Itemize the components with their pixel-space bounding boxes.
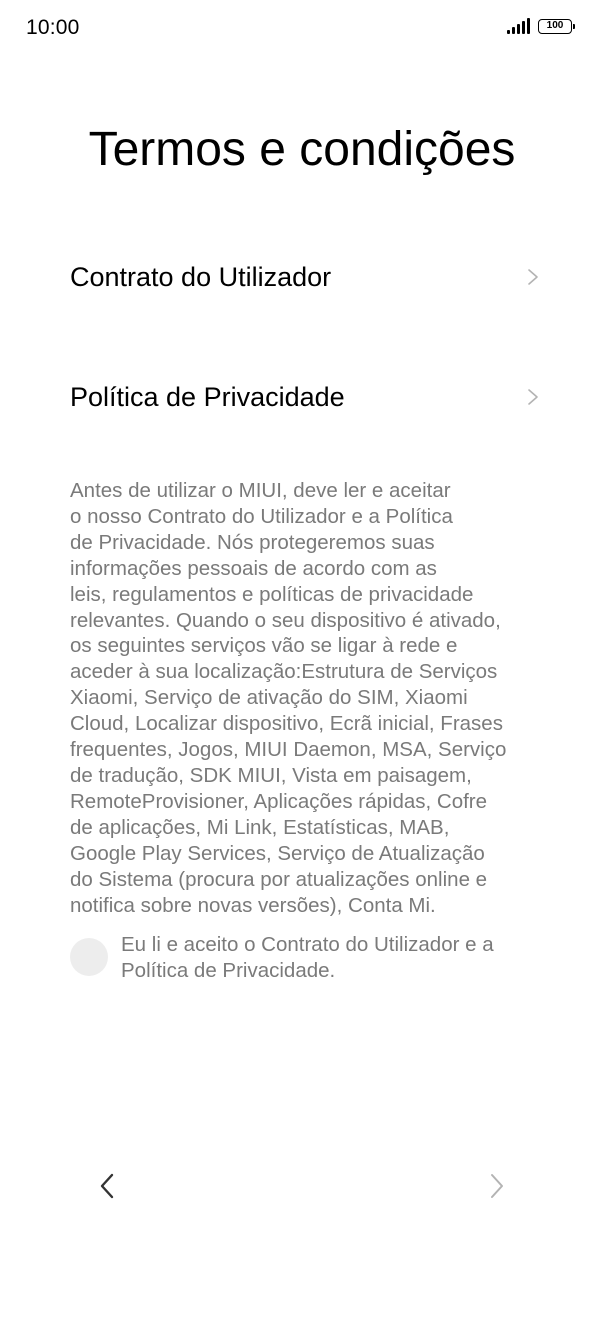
terms-description: Antes de utilizar o MIUI, deve ler e aceitar o nosso Contrato do Utilizador e a Política de Privacidade. Nós protegeremos suas informações pessoais de acordo com as leis, regulamentos e políticas de privacidade relevantes. Quando o seu dispositivo é ativado, os seguintes serviços vão se ligar à rede e aceder à sua localização:Estrutura de Serviços Xiaomi, Serviço de ativação do SIM, Xiaomi Cloud, Localizar dispositivo, Ecrã inicial, Frases frequentes, Jogos, MIUI Daemon, MSA, Serviço de tradução, SDK MIUI, Vista em paisagem, RemoteProvisioner, Aplicações rápidas, Cofre de aplicações, Mi Link, Estatísticas, MAB, Google Play Services, Serviço de Atualização do Sistema (procura por atualizações online e notifica sobre novas versões), Conta Mi. <box>70 479 507 917</box>
chevron-right-icon <box>486 1171 508 1201</box>
next-button[interactable] <box>477 1166 517 1206</box>
privacy-policy-label: Política de Privacidade <box>70 381 345 412</box>
battery-icon <box>538 19 572 34</box>
user-agreement-label: Contrato do Utilizador <box>70 261 332 292</box>
status-icons <box>507 18 572 34</box>
consent-label: Eu li e aceito o Contrato do Utilizador e a Política de Privacidade. <box>121 933 494 982</box>
back-button[interactable] <box>87 1166 127 1206</box>
consent-checkbox[interactable] <box>70 938 108 976</box>
user-agreement-link[interactable] <box>70 247 540 307</box>
chevron-right-icon <box>526 387 540 407</box>
signal-icon <box>507 18 530 34</box>
privacy-policy-link[interactable] <box>70 367 540 427</box>
battery-level: 100 <box>546 20 564 31</box>
chevron-left-icon <box>96 1171 118 1201</box>
chevron-right-icon <box>526 267 540 287</box>
consent-row[interactable] <box>70 932 540 984</box>
page-title: Termos e condições <box>88 123 516 176</box>
status-time: 10:00 <box>26 16 80 39</box>
status-bar <box>0 0 604 58</box>
